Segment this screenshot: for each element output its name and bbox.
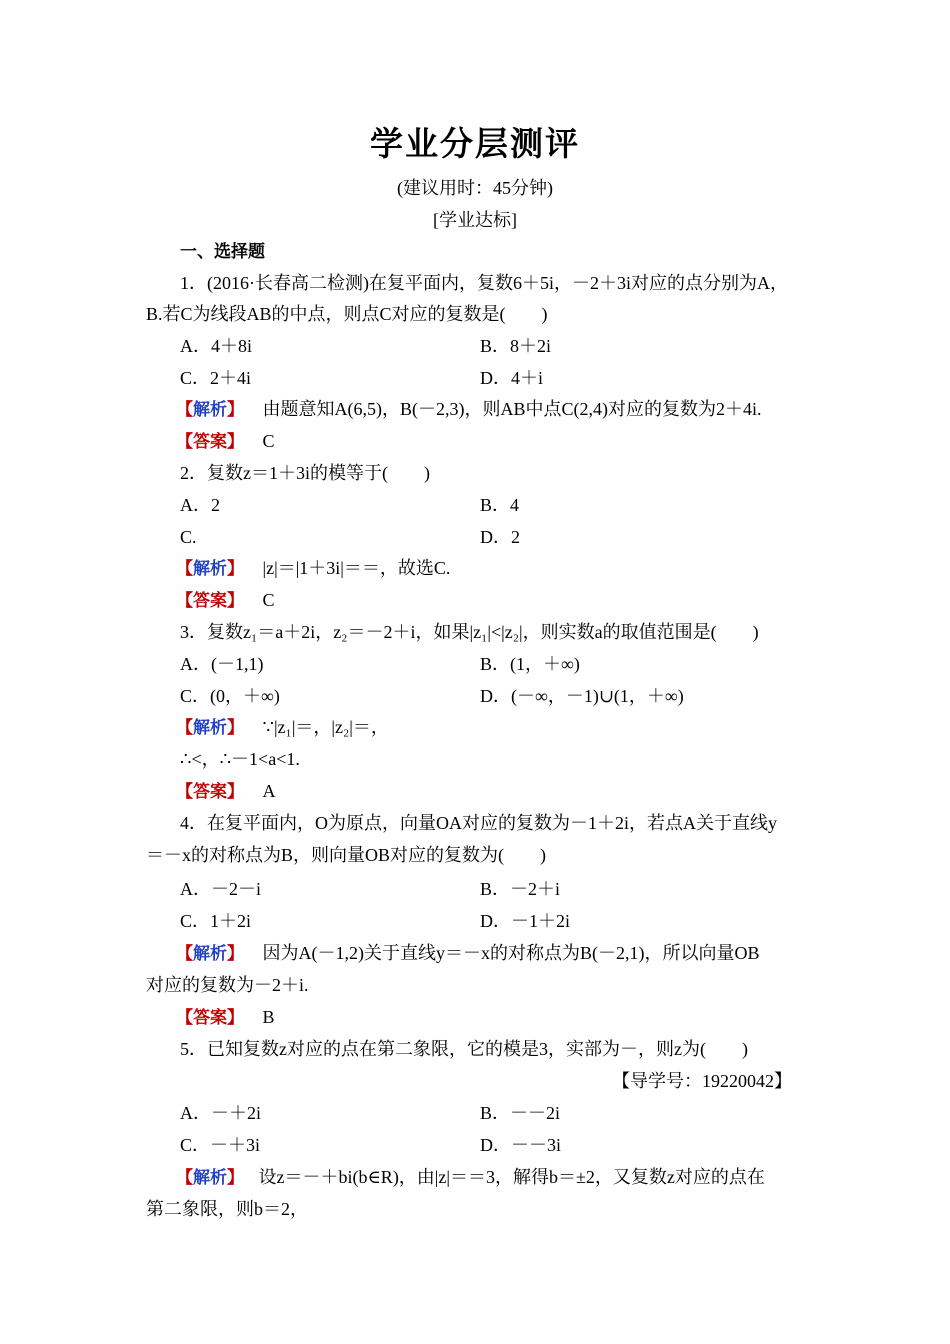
page-title: 学业分层测评 — [370, 124, 580, 163]
option-c: C. — [180, 527, 197, 547]
answer-text: C — [262, 590, 275, 610]
analysis-text: ∵|z₁|＝，|z₂|＝， — [262, 717, 389, 737]
analysis-tag: 【解析】 — [176, 400, 244, 420]
guide-number: 【导学号：19220042】 — [612, 1071, 792, 1091]
analysis-text-cont: 第二象限，则b＝2， — [146, 1199, 308, 1219]
analysis-text: 因为A(－1,2)关于直线y＝－x的对称点为B(－2,1)，所以向量OB — [262, 943, 760, 963]
answer-text: A — [262, 781, 276, 801]
analysis-line — [176, 941, 759, 966]
answer-tag: 【答案】 — [176, 591, 244, 611]
option-a: A．－＋2i — [180, 1103, 261, 1123]
answer-line — [176, 588, 275, 613]
analysis-text: 设z＝－＋bi(b∈R)，由|z|＝＝3，解得b＝±2，又复数z对应的点在 — [258, 1167, 765, 1187]
analysis-tag: 【解析】 — [176, 944, 244, 964]
option-a: A．2 — [180, 495, 220, 515]
answer-line — [176, 429, 275, 454]
time-note: (建议用时：45分钟) — [397, 178, 553, 198]
option-b: B．8＋2i — [480, 336, 552, 356]
option-a: A．(－1,1) — [180, 654, 264, 674]
option-c: C．－＋3i — [180, 1135, 261, 1155]
option-b: B．－－2i — [480, 1103, 561, 1123]
question-1-stem: 1．(2016·长春高二检测)在复平面内，复数6＋5i，－2＋3i对应的点分别为A， — [180, 273, 788, 293]
analysis-tag: 【解析】 — [176, 1168, 244, 1188]
option-d: D．4＋i — [480, 368, 543, 388]
answer-tag: 【答案】 — [176, 1008, 244, 1028]
analysis-text-cont: 对应的复数为－2＋i. — [146, 975, 309, 995]
analysis-text: 由题意知A(6,5)，B(－2,3)，则AB中点C(2,4)对应的复数为2＋4i. — [262, 399, 762, 419]
question-4-stem: 4．在复平面内，O为原点，向量OA对应的复数为－1＋2i，若点A关于直线y — [180, 813, 777, 833]
analysis-tag: 【解析】 — [176, 559, 244, 579]
level-heading: [学业达标] — [433, 210, 517, 230]
section-heading: 一、选择题 — [180, 242, 265, 262]
option-d: D．－－3i — [480, 1135, 561, 1155]
question-3-stem: 3．复数z₁＝a＋2i，z₂＝－2＋i，如果|z₁|<|z₂|，则实数a的取值范围是( ) — [180, 622, 759, 642]
option-c: C．2＋4i — [180, 368, 252, 388]
option-b: B．4 — [480, 495, 520, 515]
option-d: D．－1＋2i — [480, 911, 570, 931]
option-a: A．4＋8i — [180, 336, 252, 356]
option-d: D．(－∞，－1)∪(1，＋∞) — [480, 686, 684, 706]
analysis-tag: 【解析】 — [176, 718, 244, 738]
question-5-stem: 5．已知复数z对应的点在第二象限，它的模是3，实部为－，则z为( ) — [180, 1039, 748, 1059]
option-b: B．－2＋i — [480, 879, 561, 899]
analysis-text: |z|＝|1＋3i|＝＝，故选C. — [262, 558, 451, 578]
analysis-line — [176, 715, 389, 740]
question-4-stem-cont: ＝－x的对称点为B，则向量OB对应的复数为( ) — [146, 845, 546, 865]
answer-text: B — [262, 1007, 275, 1027]
answer-tag: 【答案】 — [176, 782, 244, 802]
option-c: C．1＋2i — [180, 911, 252, 931]
option-c: C．(0，＋∞) — [180, 686, 280, 706]
answer-text: C — [262, 431, 275, 451]
answer-tag: 【答案】 — [176, 432, 244, 452]
option-a: A．－2－i — [180, 879, 261, 899]
analysis-line — [176, 397, 761, 422]
analysis-line — [176, 556, 450, 581]
option-b: B．(1，＋∞) — [480, 654, 580, 674]
analysis-text-cont: ∴<，∴－1<a<1. — [180, 749, 300, 769]
question-1-stem-cont: B.若C为线段AB的中点，则点C对应的复数是( ) — [146, 304, 548, 324]
answer-line — [176, 779, 276, 804]
question-2-stem: 2．复数z＝1＋3i的模等于( ) — [180, 463, 430, 483]
option-d: D．2 — [480, 527, 520, 547]
answer-line — [176, 1005, 275, 1030]
analysis-line — [176, 1165, 765, 1190]
